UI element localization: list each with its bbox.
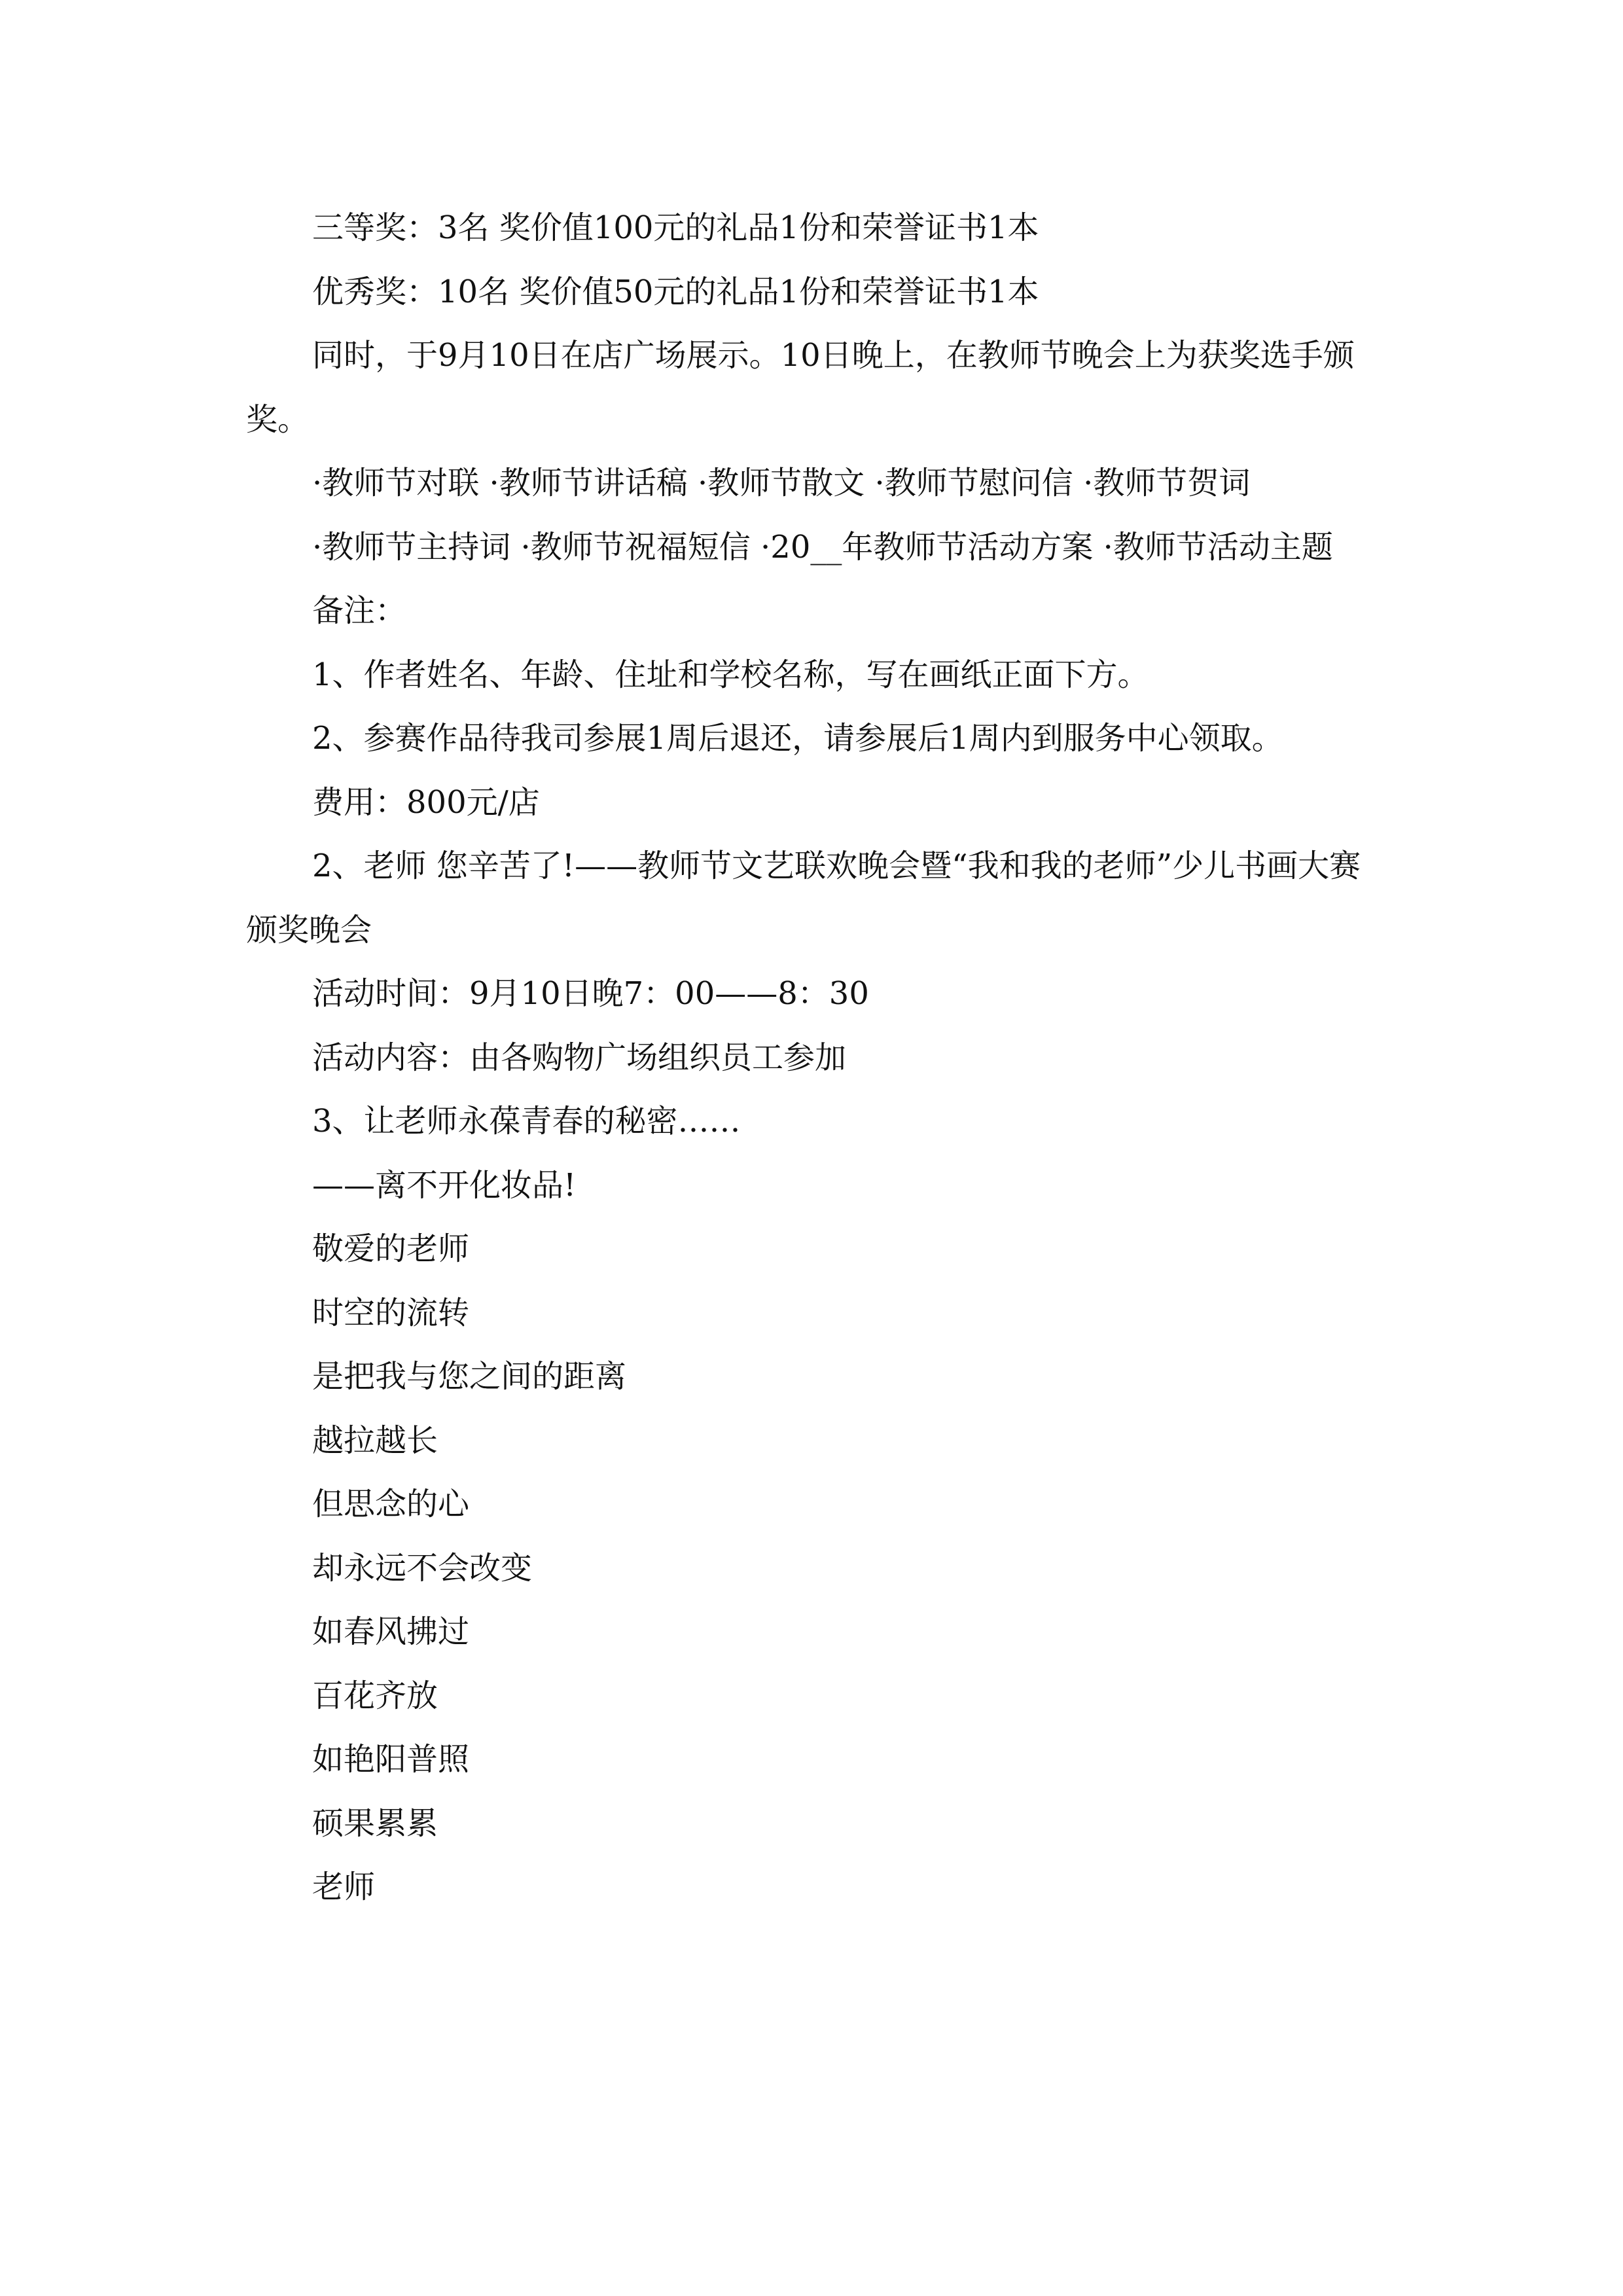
exhibition-paragraph: 同时，于9月10日在店广场展示。10日晚上，在教师节晚会上为获奖选手颁奖。 (246, 337, 1355, 438)
poem-line: 但思念的心 (312, 1486, 470, 1522)
remark-item-1: 1、作者姓名、年龄、住址和学校名称，写在画纸正面下方。 (312, 656, 1149, 693)
event-time: 活动时间：9月10日晚7：00——8：30 (312, 975, 869, 1012)
poem-line: 硕果累累 (312, 1804, 438, 1842)
poem-line: 老师 (312, 1869, 376, 1905)
poem-line: 越拉越长 (312, 1422, 438, 1459)
event-3-title: 3、让老师永葆青春的秘密…… (312, 1103, 741, 1139)
event-content: 活动内容：由各购物广场组织员工参加 (312, 1039, 847, 1076)
prize-excellent: 优秀奖：10名 奖价值50元的礼品1份和荣誉证书1本 (312, 273, 1039, 310)
document-body (246, 196, 1378, 1920)
poem-line: 却永远不会改变 (312, 1549, 533, 1587)
poem-line: 时空的流转 (312, 1294, 470, 1331)
remarks-heading: 备注： (312, 592, 407, 629)
remark-item-2: 2、参赛作品待我司参展1周后退还，请参展后1周内到服务中心领取。 (312, 720, 1283, 757)
prize-third: 三等奖：3名 奖价值100元的礼品1份和荣誉证书1本 (312, 209, 1039, 246)
related-links-row-1[interactable]: ·教师节对联 ·教师节讲话稿 ·教师节散文 ·教师节慰问信 ·教师节贺词 (312, 465, 1251, 501)
poem-line: 如艳阳普照 (312, 1741, 470, 1778)
event-2-title: 2、老师 您辛苦了!——教师节文艺联欢晚会暨“我和我的老师”少儿书画大赛颁奖晚会 (246, 848, 1361, 948)
event-3-subtitle: ——离不开化妆品! (312, 1166, 577, 1204)
poem-line: 如春风拂过 (312, 1613, 470, 1650)
poem-line: 百花齐放 (312, 1677, 438, 1714)
related-links-row-2[interactable]: ·教师节主持词 ·教师节祝福短信 ·20__年教师节活动方案 ·教师节活动主题 (312, 528, 1333, 565)
cost-line: 费用：800元/店 (312, 783, 540, 821)
poem-line: 敬爱的老师 (312, 1230, 470, 1267)
poem-line: 是把我与您之间的距离 (312, 1358, 627, 1395)
